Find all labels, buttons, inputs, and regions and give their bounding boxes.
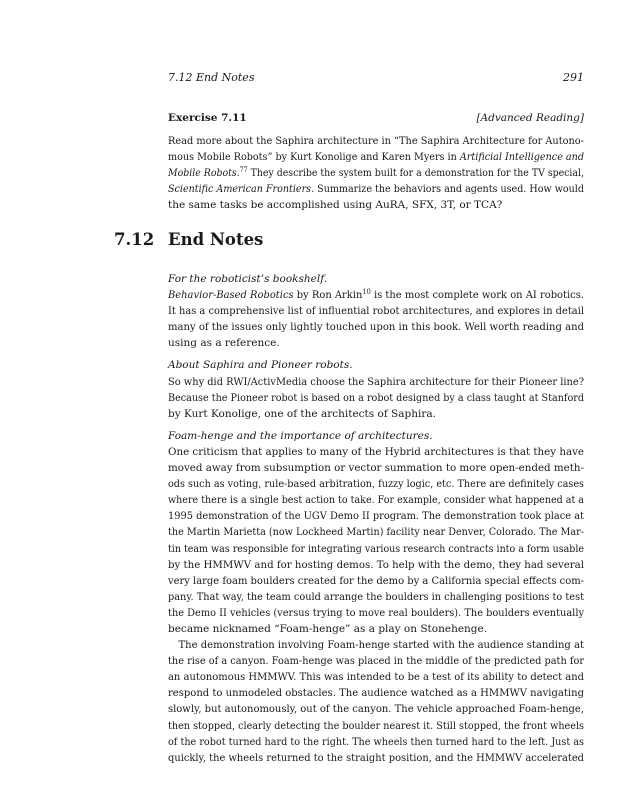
note-line bbox=[168, 637, 584, 653]
note-foamhenge bbox=[168, 428, 584, 766]
exercise-line bbox=[168, 149, 584, 165]
note-line: the rise of a canyon. Foam-henge was placed in the middle of the predicted path for bbox=[168, 655, 584, 668]
note-title: About Saphira and Pioneer robots. bbox=[168, 359, 353, 372]
journal-title: Artificial Intelligence and bbox=[459, 151, 584, 164]
tv-special-title: Scientific American Frontiers bbox=[168, 183, 312, 196]
note-line: using as a reference. bbox=[168, 337, 280, 350]
note-body bbox=[168, 287, 584, 351]
note-line: of the robot turned hard to the right. The wheels then turned hard to the left. Just as bbox=[168, 735, 584, 748]
note-line: very large foam boulders created for the demo by a California special effects com- bbox=[168, 574, 584, 587]
note-saphira bbox=[168, 357, 584, 421]
note-line: by the HMMWV and for hosting demos. To help with the demo, they had several bbox=[168, 558, 584, 571]
note-text-run: by Ron Arkin bbox=[293, 289, 363, 302]
note-line: an autonomous HMMWV. This was intended to be a test of its ability to detect and bbox=[168, 671, 584, 684]
note-line: ods such as voting, rule-based arbitration, fuzzy logic, etc. There are definitely cases bbox=[168, 478, 584, 491]
exercise-tag: [Advanced Reading] bbox=[476, 112, 584, 124]
note-text-run: is the most complete work on AI robotics. bbox=[370, 289, 584, 302]
reference-superscript: 77 bbox=[239, 166, 248, 175]
running-head-section: 7.12 End Notes bbox=[168, 71, 255, 84]
exercise-text bbox=[168, 133, 584, 213]
exercise-text-run: . Summarize the behaviors and agents used. How would bbox=[311, 183, 584, 196]
note-bookshelf bbox=[168, 271, 584, 351]
exercise-line bbox=[168, 181, 584, 197]
exercise-text-run: mous Mobile Robots” by Kurt Konolige and Karen Myers in bbox=[168, 151, 460, 164]
reference-superscript: 10 bbox=[362, 288, 371, 297]
note-body bbox=[168, 374, 584, 422]
note-body bbox=[168, 444, 584, 766]
note-line: It has a comprehensive list of influential robot architectures, and explores in detail bbox=[168, 305, 584, 318]
note-line: slowly, but autonomously, out of the canyon. The vehicle approached Foam-henge, bbox=[168, 703, 584, 716]
note-line: moved away from subsumption or vector summation to more open-ended meth- bbox=[168, 462, 584, 475]
exercise-block bbox=[168, 111, 584, 213]
end-notes bbox=[168, 271, 584, 772]
note-line: quickly, the wheels returned to the straight position, and the HMMWV accelerated bbox=[168, 751, 584, 764]
note-line: One criticism that applies to many of the Hybrid architectures is that they have bbox=[168, 445, 584, 458]
note-line: So why did RWI/ActivMedia choose the Saphira architecture for their Pioneer line? bbox=[168, 375, 584, 388]
exercise-line bbox=[168, 165, 584, 181]
note-text-run: The demonstration involving Foam-henge started with the audience standing at bbox=[178, 639, 584, 652]
note-line: Because the Pioneer robot is based on a robot designed by a class taught at Stanford bbox=[168, 391, 584, 404]
note-line: by Kurt Konolige, one of the architects of Saphira. bbox=[168, 407, 436, 420]
note-line: where there is a single best action to take. For example, consider what happened at a bbox=[168, 494, 584, 507]
note-line: then stopped, clearly detecting the boulder nearest it. Still stopped, the front wheels bbox=[168, 719, 584, 732]
note-line: pany. That way, the team could arrange the boulders in challenging positions to test bbox=[168, 590, 584, 603]
section-number: 7.12 bbox=[114, 230, 155, 249]
exercise-header bbox=[168, 111, 584, 127]
note-title: Foam-henge and the importance of architectures. bbox=[168, 429, 433, 442]
note-line: respond to unmodeled obstacles. The audience watched as a HMMWV navigating bbox=[168, 687, 584, 700]
note-title: For the roboticist’s bookshelf. bbox=[168, 273, 328, 285]
note-line: 1995 demonstration of the UGV Demo II program. The demonstration took place at bbox=[168, 510, 584, 523]
section-title: End Notes bbox=[168, 230, 264, 249]
note-line: the Demo II vehicles (versus trying to move real boulders). The boulders eventually bbox=[168, 606, 584, 619]
note-line: many of the issues only lightly touched upon in this book. Well worth reading and bbox=[168, 321, 584, 334]
exercise-title: Exercise 7.11 bbox=[168, 112, 247, 124]
note-line: became nicknamed “Foam-henge” as a play on Stonehenge. bbox=[168, 622, 488, 635]
book-title: Behavior-Based Robotics bbox=[168, 289, 294, 302]
journal-title-cont: Mobile Robots. bbox=[168, 167, 240, 180]
page-number: 291 bbox=[563, 71, 584, 84]
exercise-line: the same tasks be accomplished using AuRA, SFX, 3T, or TCA? bbox=[168, 199, 503, 212]
note-line: the Martin Marietta (now Lockheed Martin) facility near Denver, Colorado. The Mar- bbox=[168, 526, 584, 539]
exercise-text-run: They describe the system built for a demonstration for the TV special, bbox=[247, 167, 584, 180]
exercise-line: Read more about the Saphira architecture in “The Saphira Architecture for Autono- bbox=[168, 135, 584, 147]
note-line bbox=[168, 287, 584, 303]
note-line: tin team was responsible for integrating various research contracts into a form usable bbox=[168, 542, 584, 555]
